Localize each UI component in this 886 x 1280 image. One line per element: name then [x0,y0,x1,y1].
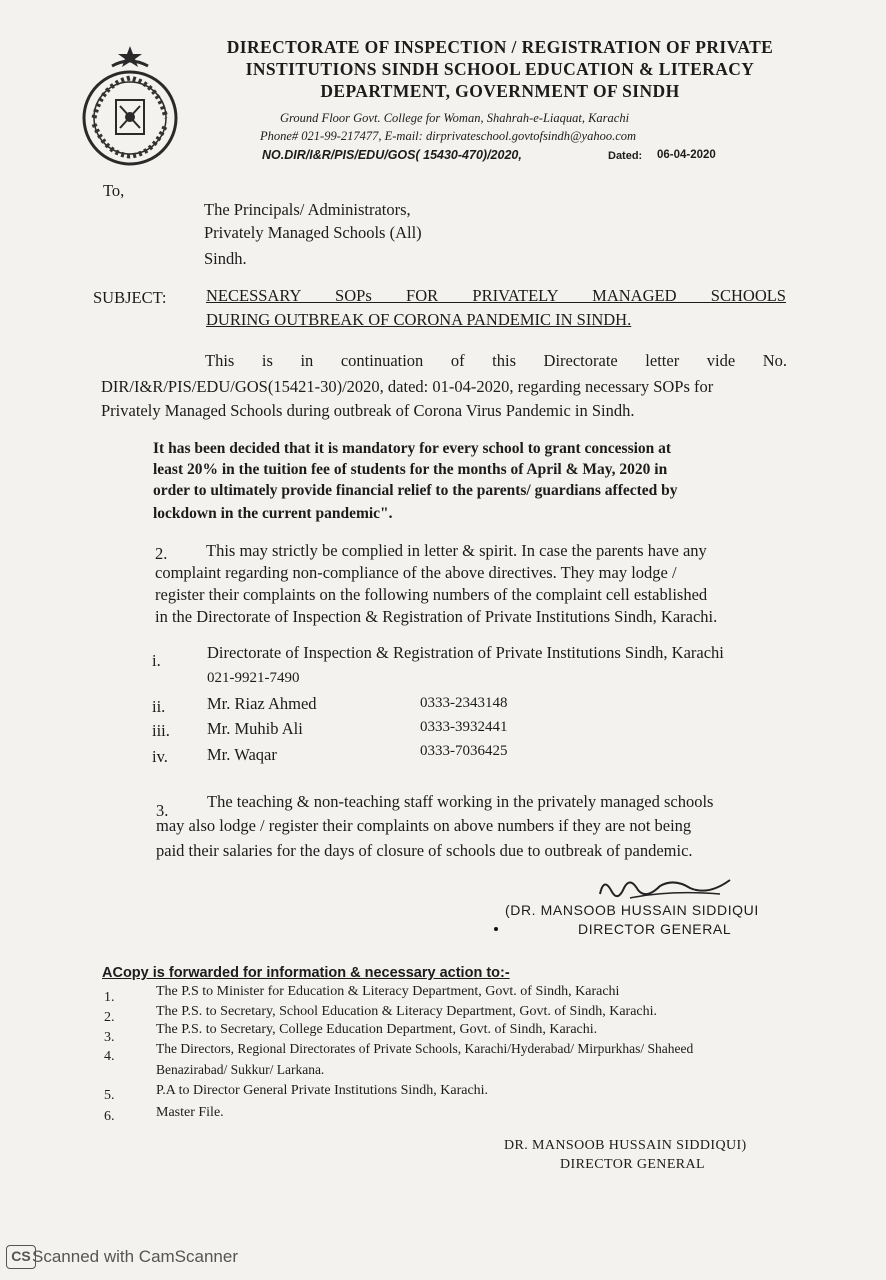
signature1-title: DIRECTOR GENERAL [578,921,732,937]
copy-item-6: Master File. [156,1105,224,1120]
signature1-name: (DR. MANSOOB HUSSAIN SIDDIQUI [505,902,759,918]
para2-line-1: This may strictly be complied in letter & spirit. In case the parents have any [206,541,707,560]
copy-item-number-6: 6. [104,1109,115,1124]
header-line-2: INSTITUTIONS SINDH SCHOOL EDUCATION & LITERACY [245,59,755,79]
intro-line-1: This is in continuation of this Directorate letter vide No. [205,351,787,370]
header-line-3: DEPARTMENT, GOVERNMENT OF SINDH [320,81,680,101]
copy-item-number-3: 3. [104,1030,115,1045]
signature2-name: DR. MANSOOB HUSSAIN SIDDIQUI) [504,1138,747,1153]
copy-item-4-continued: Benazirabad/ Sukkur/ Larkana. [156,1062,325,1077]
addressee-line-2: Privately Managed Schools (All) [204,223,422,242]
para2-line-4: in the Directorate of Inspection & Registration of Private Institutions Sindh, Karachi. [155,607,718,626]
para3-line-1: The teaching & non-teaching staff working in the privately managed schools [207,792,714,811]
para3-line-3: paid their salaries for the days of closure of schools due to outbreak of pandemic. [156,841,693,860]
sindh-government-emblem [72,44,188,172]
addressee-line-3: Sindh. [204,249,247,268]
subject-line-1: NECESSARY SOPs FOR PRIVATELY MANAGED SCHOOLS [206,286,786,305]
header-line-1: DIRECTORATE OF INSPECTION / REGISTRATION OF PRIVATE [226,37,774,57]
copy-item-5: P.A to Director General Private Institutions Sindh, Karachi. [156,1083,489,1098]
contact-name-4: Mr. Waqar [207,745,277,764]
reference-number: NO.DIR/I&R/PIS/EDU/GOS( 15430-470)/2020, [262,148,522,162]
dated-label: Dated: [608,150,643,162]
header-address: Ground Floor Govt. College for Woman, Shahrah-e-Liaquat, Karachi [280,111,630,125]
contact-name-3: Mr. Muhib Ali [207,719,303,738]
subject-label: SUBJECT: [93,288,167,307]
contact-name-1: Directorate of Inspection & Registration of Private Institutions Sindh, Karachi [207,643,724,662]
decision-line-4: lockdown in the current pandemic". [153,505,393,522]
para3-line-2: may also lodge / register their complaints on above numbers if they are not being [156,816,692,835]
copy-item-4: The Directors, Regional Directorates of Private Schools, Karachi/Hyderabad/ Mirpurkhas/ Shaheed [156,1041,694,1056]
copy-item-number-1: 1. [104,990,115,1005]
copy-item-2: The P.S. to Secretary, School Education & Literacy Department, Govt. of Sindh, Karachi. [156,1004,658,1019]
signature2-title: DIRECTOR GENERAL [560,1157,705,1172]
contact-phone-3: 0333-3932441 [420,719,508,735]
intro-line-3: Privately Managed Schools during outbreak of Corona Virus Pandemic in Sindh. [101,401,635,420]
to-label: To, [103,181,125,200]
decision-line-2: least 20% in the tuition fee of students for the months of April & May, 2020 in [153,461,668,478]
contact-number-4: iv. [152,747,168,766]
addressee-line-1: The Principals/ Administrators, [204,200,411,219]
camscanner-logo-text: CS [11,1248,31,1264]
para2-line-2: complaint regarding non-compliance of the above directives. They may lodge / [155,563,677,582]
copy-item-1: The P.S to Minister for Education & Literacy Department, Govt. of Sindh, Karachi [156,984,620,999]
copy-item-number-2: 2. [104,1010,115,1025]
copy-item-number-4: 4. [104,1049,115,1064]
contact-phone-4: 0333-7036425 [420,743,508,759]
decision-line-1: It has been decided that it is mandatory for every school to grant concession at [153,440,672,457]
para2-number: 2. [155,544,168,563]
bullet-dot [494,927,498,931]
copy-item-3: The P.S. to Secretary, College Education Department, Govt. of Sindh, Karachi. [156,1022,598,1037]
dated-value: 06-04-2020 [657,149,716,161]
para3-number: 3. [156,801,169,820]
intro-line-2: DIR/I&R/PIS/EDU/GOS(15421-30)/2020, dated: 01-04-2020, regarding necessary SOPs for [101,377,714,396]
header-contact: Phone# 021-99-217477, E-mail: dirprivateschool.govtofsindh@yahoo.com [260,129,637,143]
contact-phone-2: 0333-2343148 [420,695,508,711]
contact-number-1: i. [152,651,161,670]
subject-line-2: DURING OUTBREAK OF CORONA PANDEMIC IN SINDH. [206,310,632,329]
copy-heading: ACopy is forwarded for information & necessary action to:- [102,965,510,981]
contact-number-3: iii. [152,721,170,740]
camscanner-watermark: Scanned with CamScanner [32,1247,239,1266]
copy-item-number-5: 5. [104,1088,115,1103]
para2-line-3: register their complaints on the following numbers of the complaint cell established [155,585,708,604]
decision-line-3: order to ultimately provide financial relief to the parents/ guardians affected by [153,482,678,499]
contact-phone-1: 021-9921-7490 [207,670,300,686]
contact-name-2: Mr. Riaz Ahmed [207,694,317,713]
contact-number-2: ii. [152,697,166,716]
